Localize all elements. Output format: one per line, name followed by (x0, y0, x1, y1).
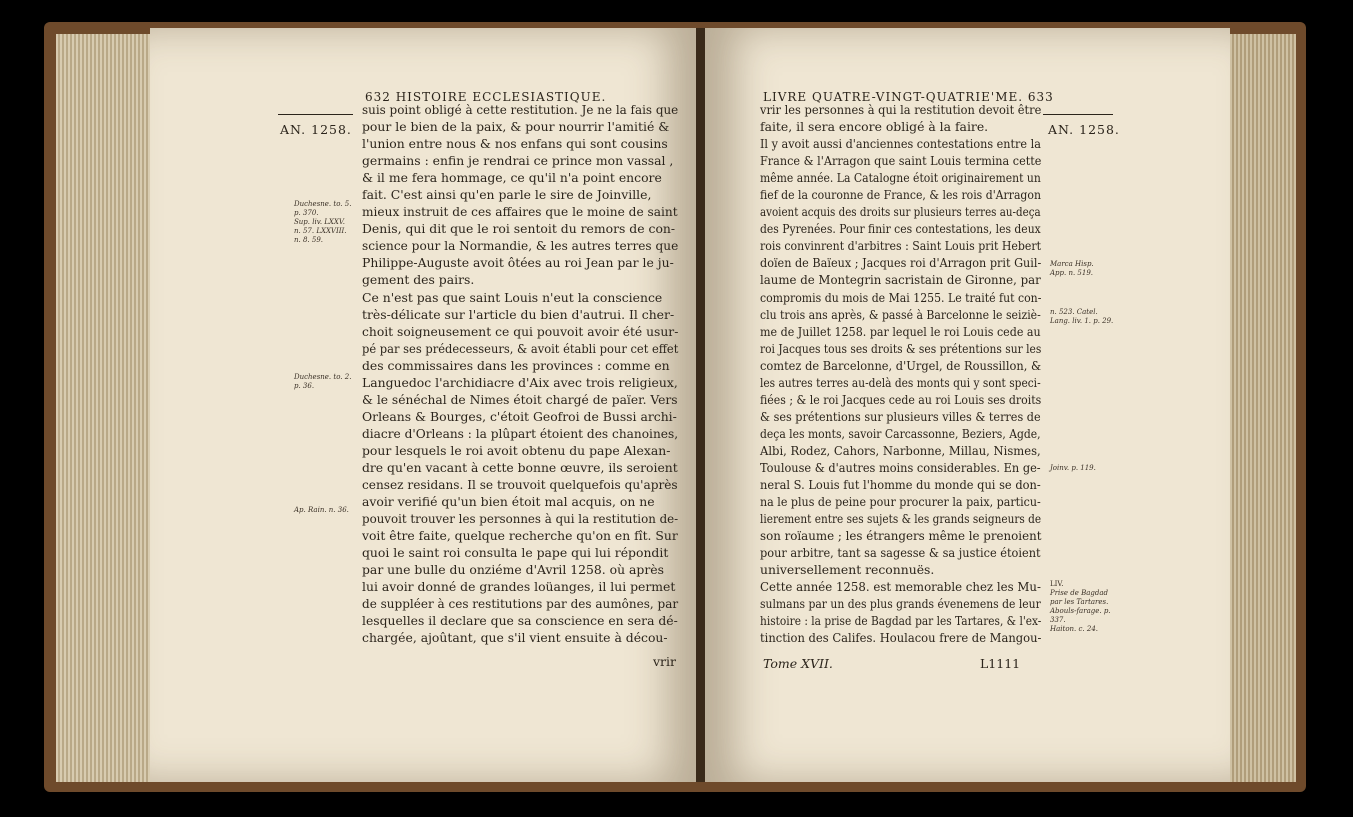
right-footer-signature: L1111 (980, 656, 1021, 671)
text-line: roi Jacques tous ses droits & ses prétentions sur les (760, 340, 1042, 356)
text-line: des Pyrenées. Pour finir ces contestations, les deux (760, 221, 1041, 237)
text-line: vrir les personnes à qui la restitution devoit être (760, 102, 1042, 117)
right-margin-notes-4: LIV. Prise de Bagdad par les Tartares. Abouls-farage. p. 337. Haiton. c. 24. (1050, 580, 1111, 633)
right-page-body (760, 101, 1041, 647)
left-page-edges (56, 34, 156, 782)
right-page-edges (1226, 34, 1296, 782)
left-year-rule (278, 114, 353, 115)
text-line: Albi, Rodez, Cahors, Narbonne, Millau, Nismes, (760, 442, 1041, 458)
right-margin-notes-2: n. 523. Catel. Lang. liv. 1. p. 29. (1050, 308, 1114, 325)
text-line: censez residans. Il se trouvoit quelquefois qu'après (362, 477, 678, 493)
text-line: Philippe-Auguste avoit ôtées au roi Jean par le ju- (362, 255, 674, 271)
text-line: histoire : la prise de Bagdad par les Tartares, & l'ex- (760, 613, 1042, 629)
left-page-body (362, 101, 678, 647)
text-line: fait. C'est ainsi qu'en parle le sire de Joinville, (362, 187, 652, 203)
text-line: laume de Montegrin sacristain de Gironne, par (760, 272, 1041, 288)
right-page (705, 28, 1230, 782)
text-line: me de Juillet 1258. par lequel le roi Louis cede au (760, 323, 1041, 339)
text-line: neral S. Louis fut l'homme du monde qui se don- (760, 477, 1041, 493)
text-line: l'union entre nous & nos enfans qui sont cousins (362, 136, 668, 152)
text-line: germains : enfin je rendrai ce prince mon vassal , (362, 153, 674, 169)
text-line: Languedoc l'archidiacre d'Aix avec trois religieux, (362, 374, 678, 390)
left-catchword: vrir (653, 654, 677, 669)
text-line: sulmans par un des plus grands évenemens de leur (760, 596, 1041, 612)
text-line: par une bulle du onziéme d'Avril 1258. où après (362, 562, 664, 578)
left-margin-notes-2: Duchesne. to. 2. p. 36. (294, 373, 352, 390)
text-line: & le sénéchal de Nimes étoit chargé de païer. Vers (362, 391, 678, 407)
text-line: même année. La Catalogne étoit originairement un (760, 170, 1041, 186)
text-line: Toulouse & d'autres moins considerables. En ge- (760, 459, 1041, 475)
text-line: Orleans & Bourges, c'étoit Geofroi de Bussi archi- (362, 408, 677, 424)
text-line: fief de la couronne de France, & les rois d'Arragon (760, 187, 1041, 203)
text-line: doïen de Baïeux ; Jacques roi d'Arragon prit Guil- (760, 255, 1042, 271)
text-line: suis point obligé à cette restitution. Je ne la fais que (362, 102, 679, 117)
text-line: & il me fera hommage, ce qu'il n'a point encore (362, 170, 662, 186)
text-line: avoir verifié qu'un bien étoit mal acquis, on ne (362, 494, 655, 510)
text-line: universellement reconnuës. (760, 562, 935, 578)
text-line: quoi le saint roi consulta le pape qui lui répondit (362, 545, 669, 561)
text-line: compromis du mois de Mai 1255. Le traité fut con- (760, 289, 1042, 305)
text-line: Cette année 1258. est memorable chez les Mu- (760, 579, 1041, 595)
text-line: très-délicate sur l'article du bien d'autrui. Il cher- (362, 306, 675, 322)
text-line: gement des pairs. (362, 272, 475, 288)
left-margin-notes-3: Ap. Rain. n. 36. (294, 506, 349, 514)
text-line: pour lesquels le roi avoit obtenu du pape Alexan- (362, 442, 671, 458)
right-year-label: AN. 1258. (1048, 122, 1120, 137)
right-footer-volume: Tome XVII. (763, 656, 833, 671)
text-line: France & l'Arragon que saint Louis termina cette (760, 153, 1042, 169)
text-line: Denis, qui dit que le roi sentoit du remors de con- (362, 221, 676, 237)
text-line: choit soigneusement ce qui pouvoit avoir été usur- (362, 323, 679, 339)
text-line: pé par ses prédecesseurs, & avoit établi pour cet effet (362, 340, 679, 356)
text-line: lierement entre ses sujets & les grands seigneurs de (760, 511, 1042, 527)
text-line: faite, il sera encore obligé à la faire. (760, 119, 989, 135)
right-margin-notes-1: Marca Hisp. App. n. 519. (1050, 260, 1094, 277)
text-line: Ce n'est pas que saint Louis n'eut la conscience (362, 289, 663, 305)
text-line: clu trois ans après, & passé à Barcelonne le seiziè- (760, 306, 1041, 322)
text-line: chargée, ajoûtant, que s'il vient ensuite à décou- (362, 630, 668, 646)
text-line: pouvoit trouver les personnes à qui la restitution de- (362, 511, 679, 527)
text-line: science pour la Normandie, & les autres terres que (362, 238, 679, 254)
text-line: comtez de Barcelonne, d'Urgel, de Roussillon, & (760, 357, 1042, 373)
text-line: son roïaume ; les étrangers même le prenoient (760, 528, 1042, 544)
text-line: pour le bien de la paix, & pour nourrir l'amitié & (362, 119, 670, 135)
text-line: mieux instruit de ces affaires que le moine de saint (362, 204, 678, 220)
text-line: pour arbitre, tant sa sagesse & sa justice étoient (760, 545, 1041, 561)
text-line: rois convinrent d'arbitres : Saint Louis prit Hebert (760, 238, 1042, 254)
text-line: avoient acquis des droits sur plusieurs terres au-deça (760, 204, 1041, 220)
text-line: & ses prétentions sur plusieurs villes & terres de (760, 408, 1041, 424)
text-line: dre qu'en vacant à cette bonne œuvre, ils seroient (362, 459, 678, 475)
text-line: fiées ; & le roi Jacques cede au roi Louis ses droits (760, 391, 1042, 407)
left-page (150, 28, 698, 782)
right-margin-notes-3: Joinv. p. 119. (1050, 464, 1096, 472)
text-line: de suppléer à ces restitutions par des aumônes, par (362, 596, 679, 612)
left-margin-notes-1: Duchesne. to. 5. p. 370. Sup. liv. LXXV. n. 57. LXXVIII. n. 8. 59. (294, 200, 352, 244)
left-page-header: 632 HISTOIRE ECCLESIASTIQUE. (365, 90, 607, 104)
text-line: diacre d'Orleans : la plûpart étoient des chanoines, (362, 425, 679, 441)
text-line: tinction des Califes. Houlacou frere de Mangou- (760, 630, 1042, 646)
text-line: lui avoir donné de grandes loüanges, il lui permet (362, 579, 676, 595)
right-page-header: LIVRE QUATRE-VINGT-QUATRIE'ME. 633 (763, 90, 1054, 104)
text-line: deça les monts, savoir Carcassonne, Beziers, Agde, (760, 425, 1041, 441)
text-line: les autres terres au-delà des monts qui y sont speci- (760, 374, 1041, 390)
text-line: na le plus de peine pour procurer la paix, particu- (760, 494, 1041, 510)
text-line: des commissaires dans les provinces : comme en (362, 357, 670, 373)
left-year-label: AN. 1258. (280, 122, 352, 137)
text-line: lesquelles il declare que sa conscience en sera dé- (362, 613, 678, 629)
right-year-rule (1043, 114, 1113, 115)
text-line: Il y avoit aussi d'anciennes contestations entre la (760, 136, 1041, 152)
text-line: voit être faite, quelque recherche qu'on en fît. Sur (362, 528, 678, 544)
